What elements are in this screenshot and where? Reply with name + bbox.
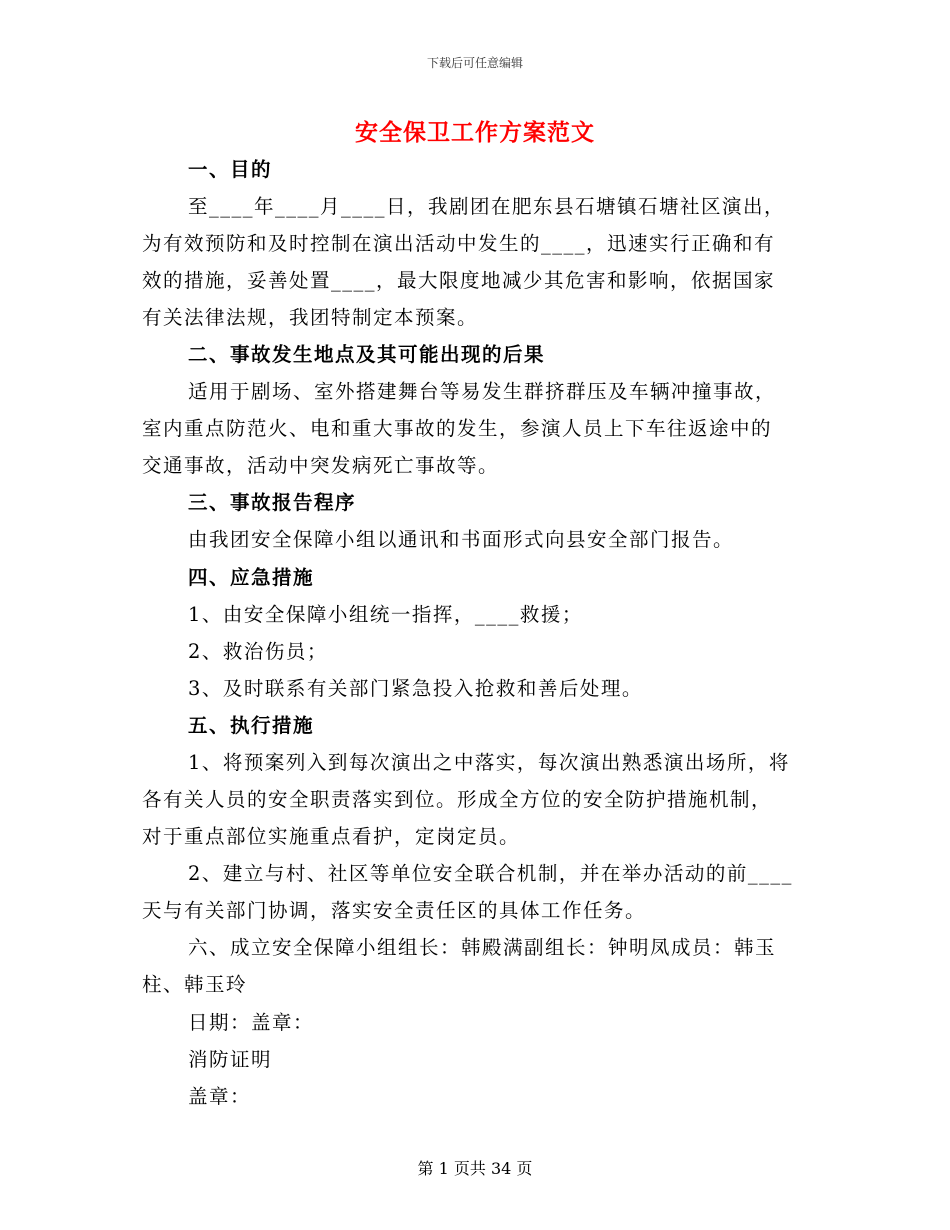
paragraph-line: 2、建立与村、社区等单位安全联合机制，并在举办活动的前____ bbox=[188, 862, 793, 885]
paragraph-line: 天与有关部门协调，落实安全责任区的具体工作任务。 bbox=[142, 899, 647, 922]
paragraph-line: 由我团安全保障小组以通讯和书面形式向县安全部门报告。 bbox=[188, 528, 735, 551]
document-title: 安全保卫工作方案范文 bbox=[355, 119, 595, 146]
section-heading-execution: 五、执行措施 bbox=[188, 714, 315, 737]
paragraph-line: 柱、韩玉玲 bbox=[142, 973, 248, 996]
section-heading-emergency: 四、应急措施 bbox=[188, 566, 315, 589]
list-item: 2、救治伤员； bbox=[188, 640, 328, 663]
seal-line: 盖章： bbox=[188, 1085, 252, 1108]
paragraph-line: 六、成立安全保障小组组长：韩殿满副组长：钟明凤成员：韩玉 bbox=[188, 936, 777, 959]
list-item: 1、由安全保障小组统一指挥，____救援； bbox=[188, 603, 583, 626]
paragraph-line: 1、将预案列入到每次演出之中落实，每次演出熟悉演出场所，将 bbox=[188, 751, 790, 774]
paragraph-line: 各有关人员的安全职责落实到位。形成全方位的安全防护措施机制， bbox=[142, 788, 773, 811]
paragraph-line: 有关法律法规，我团特制定本预案。 bbox=[142, 306, 479, 329]
fire-certificate-line: 消防证明 bbox=[188, 1048, 273, 1071]
paragraph-line: 室内重点防范火、电和重大事故的发生，参演人员上下车往返途中的 bbox=[142, 417, 773, 440]
list-item: 3、及时联系有关部门紧急投入抢救和善后处理。 bbox=[188, 677, 643, 700]
paragraph-line: 交通事故，活动中突发病死亡事故等。 bbox=[142, 454, 500, 477]
page-header-note: 下载后可任意编辑 bbox=[426, 56, 523, 70]
paragraph-line: 为有效预防和及时控制在演出活动中发生的____，迅速实行正确和有 bbox=[142, 232, 776, 255]
section-heading-report: 三、事故报告程序 bbox=[188, 491, 357, 514]
section-heading-purpose: 一、目的 bbox=[188, 158, 273, 181]
section-heading-location: 二、事故发生地点及其可能出现的后果 bbox=[188, 343, 546, 366]
paragraph-line: 效的措施，妥善处置____，最大限度地减少其危害和影响，依据国家 bbox=[142, 269, 776, 292]
paragraph-line: 适用于剧场、室外搭建舞台等易发生群挤群压及车辆冲撞事故， bbox=[188, 380, 777, 403]
paragraph-line: 至____年____月____日，我剧团在肥东县石塘镇石塘社区演出， bbox=[188, 195, 786, 218]
date-seal-line: 日期：盖章： bbox=[188, 1011, 315, 1034]
paragraph-line: 对于重点部位实施重点看护，定岗定员。 bbox=[142, 825, 521, 848]
page-number: 第 1 页共 34 页 bbox=[417, 1159, 533, 1178]
